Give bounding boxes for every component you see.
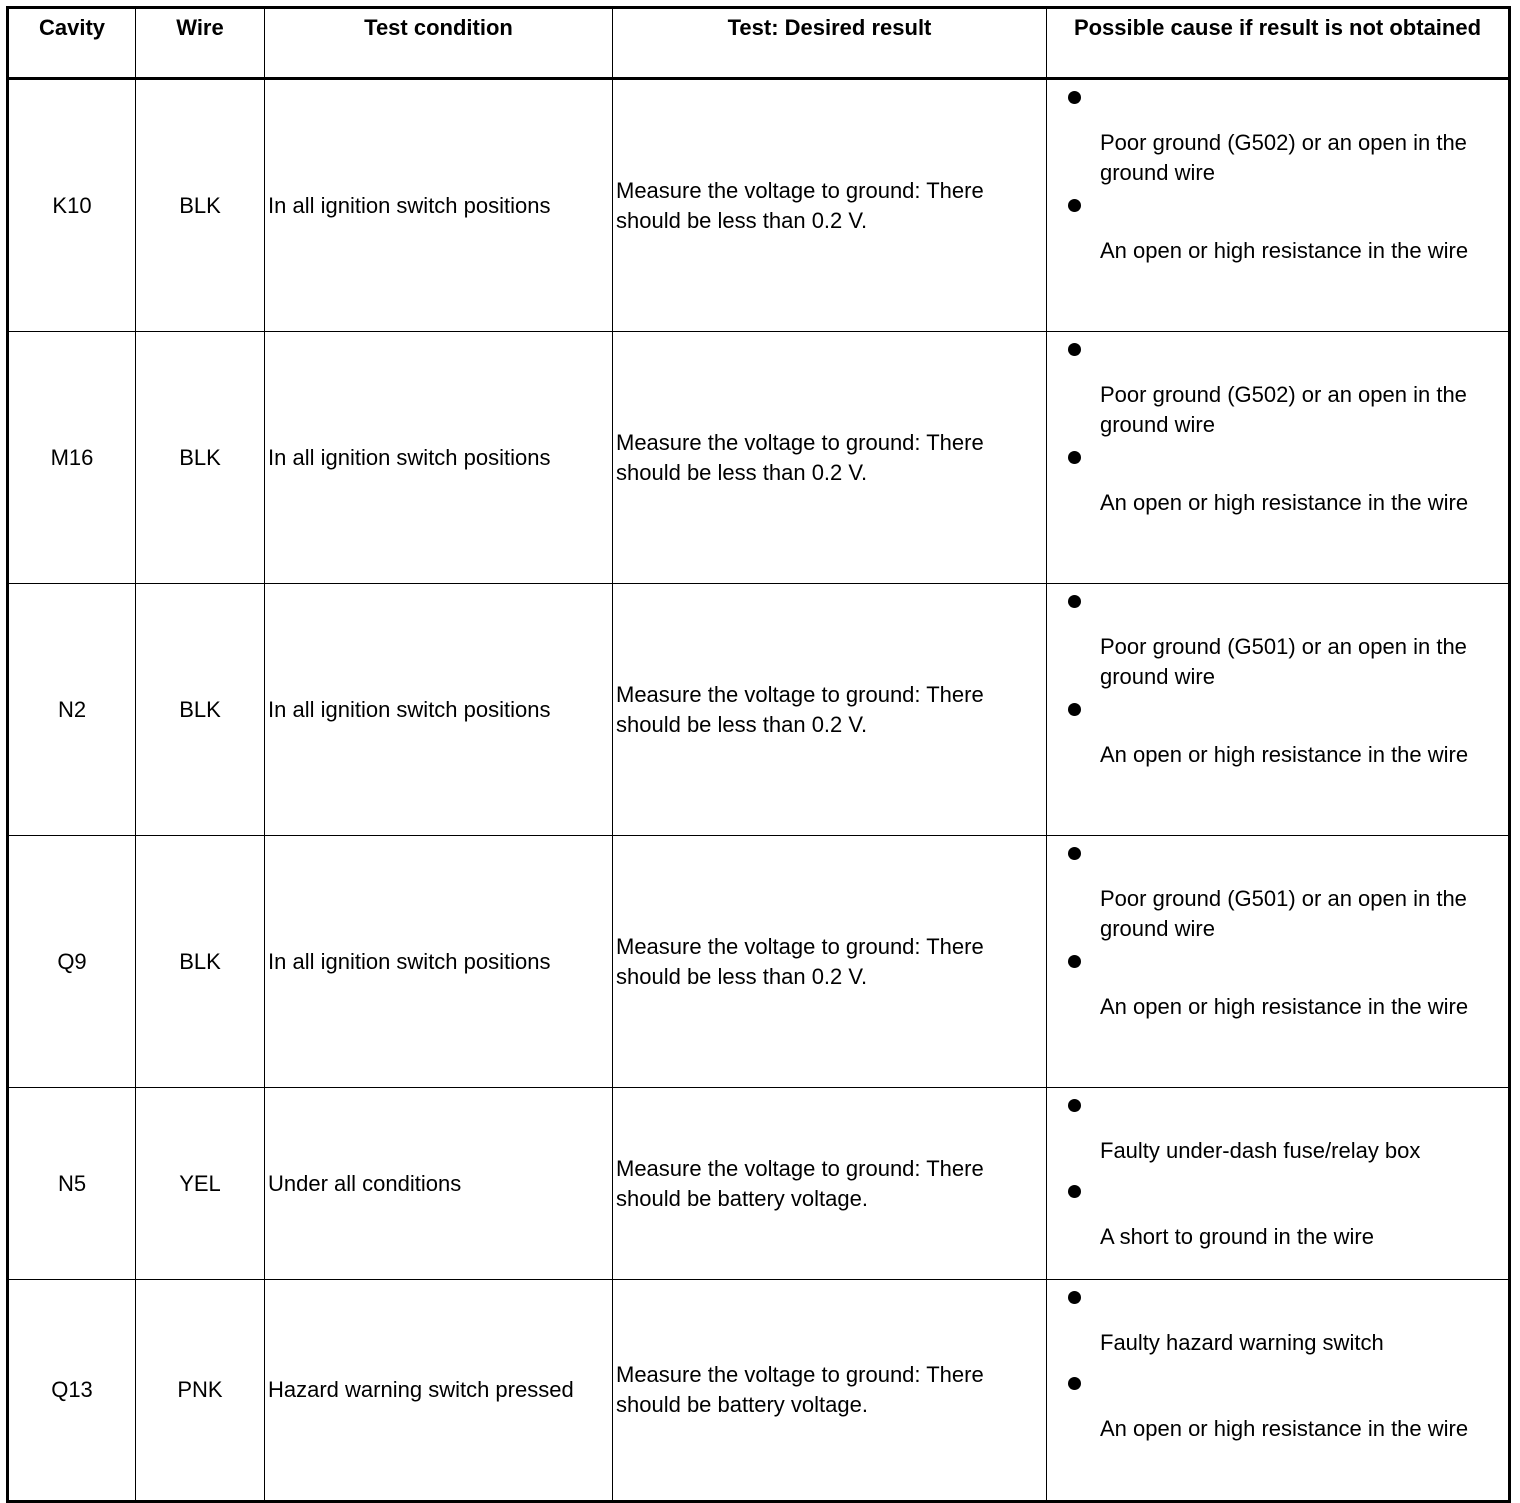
desired-result-cell: Measure the voltage to ground: There should be less than 0.2 V. (613, 836, 1047, 1088)
bullet-icon (1068, 1377, 1081, 1390)
possible-cause-cell (1047, 332, 1510, 584)
wire-cell: PNK (136, 1280, 265, 1502)
cavity-cell: N5 (8, 1088, 136, 1280)
bullet-icon (1068, 199, 1081, 212)
table-row (8, 79, 1510, 332)
header-row (8, 8, 1510, 79)
cause-item (1047, 80, 1508, 188)
cause-text: An open or high resistance in the wire (1100, 994, 1469, 1019)
wire-cell: YEL (136, 1088, 265, 1280)
cause-text: Poor ground (G501) or an open in the ground wire (1100, 634, 1467, 689)
cause-item (1047, 836, 1508, 944)
bullet-icon (1068, 703, 1081, 716)
cause-text: Poor ground (G502) or an open in the ground wire (1100, 130, 1467, 185)
header-possible-cause: Possible cause if result is not obtained (1047, 8, 1510, 79)
cause-text: An open or high resistance in the wire (1100, 238, 1469, 263)
possible-cause-cell (1047, 79, 1510, 332)
cause-text: An open or high resistance in the wire (1100, 1416, 1469, 1441)
cause-item (1047, 1174, 1508, 1260)
bullet-icon (1068, 1099, 1081, 1112)
wire-cell: BLK (136, 79, 265, 332)
header-desired-result: Test: Desired result (613, 8, 1047, 79)
cause-item (1047, 188, 1508, 274)
possible-cause-cell (1047, 1088, 1510, 1280)
cause-item (1047, 944, 1508, 1030)
cause-item (1047, 332, 1508, 440)
bullet-icon (1068, 343, 1081, 356)
cause-text: Faulty under-dash fuse/relay box (1100, 1138, 1421, 1163)
desired-result-cell: Measure the voltage to ground: There should be less than 0.2 V. (613, 79, 1047, 332)
header-test-condition: Test condition (265, 8, 613, 79)
cavity-cell: Q13 (8, 1280, 136, 1502)
bullet-icon (1068, 451, 1081, 464)
possible-cause-cell (1047, 1280, 1510, 1502)
cavity-cell: Q9 (8, 836, 136, 1088)
header-wire: Wire (136, 8, 265, 79)
test-condition-cell: In all ignition switch positions (265, 836, 613, 1088)
test-condition-cell: In all ignition switch positions (265, 584, 613, 836)
wire-cell: BLK (136, 584, 265, 836)
cause-text: A short to ground in the wire (1100, 1224, 1374, 1249)
table-row (8, 836, 1510, 1088)
cause-item (1047, 1088, 1508, 1174)
cavity-cell: M16 (8, 332, 136, 584)
cause-item (1047, 1366, 1508, 1452)
desired-result-cell: Measure the voltage to ground: There should be battery voltage. (613, 1280, 1047, 1502)
cause-text: Poor ground (G501) or an open in the ground wire (1100, 886, 1467, 941)
bullet-icon (1068, 955, 1081, 968)
test-condition-cell: In all ignition switch positions (265, 332, 613, 584)
test-condition-cell: In all ignition switch positions (265, 79, 613, 332)
table-row (8, 1088, 1510, 1280)
bullet-icon (1068, 847, 1081, 860)
cause-text: An open or high resistance in the wire (1100, 742, 1469, 767)
cause-item (1047, 692, 1508, 778)
table-row (8, 332, 1510, 584)
cause-text: Faulty hazard warning switch (1100, 1330, 1384, 1355)
cause-text: Poor ground (G502) or an open in the ground wire (1100, 382, 1467, 437)
wire-cell: BLK (136, 332, 265, 584)
desired-result-cell: Measure the voltage to ground: There should be less than 0.2 V. (613, 584, 1047, 836)
table-row (8, 584, 1510, 836)
desired-result-cell: Measure the voltage to ground: There should be battery voltage. (613, 1088, 1047, 1280)
table-row (8, 1280, 1510, 1502)
cavity-cell: K10 (8, 79, 136, 332)
cause-item (1047, 440, 1508, 526)
possible-cause-cell (1047, 584, 1510, 836)
test-condition-cell: Hazard warning switch pressed (265, 1280, 613, 1502)
cavity-cell: N2 (8, 584, 136, 836)
desired-result-cell: Measure the voltage to ground: There should be less than 0.2 V. (613, 332, 1047, 584)
bullet-icon (1068, 595, 1081, 608)
bullet-icon (1068, 1291, 1081, 1304)
test-condition-cell: Under all conditions (265, 1088, 613, 1280)
cause-item (1047, 1280, 1508, 1366)
wire-cell: BLK (136, 836, 265, 1088)
cause-item (1047, 584, 1508, 692)
cause-text: An open or high resistance in the wire (1100, 490, 1469, 515)
diagnostic-table (6, 6, 1511, 1503)
header-cavity: Cavity (8, 8, 136, 79)
bullet-icon (1068, 1185, 1081, 1198)
bullet-icon (1068, 91, 1081, 104)
possible-cause-cell (1047, 836, 1510, 1088)
